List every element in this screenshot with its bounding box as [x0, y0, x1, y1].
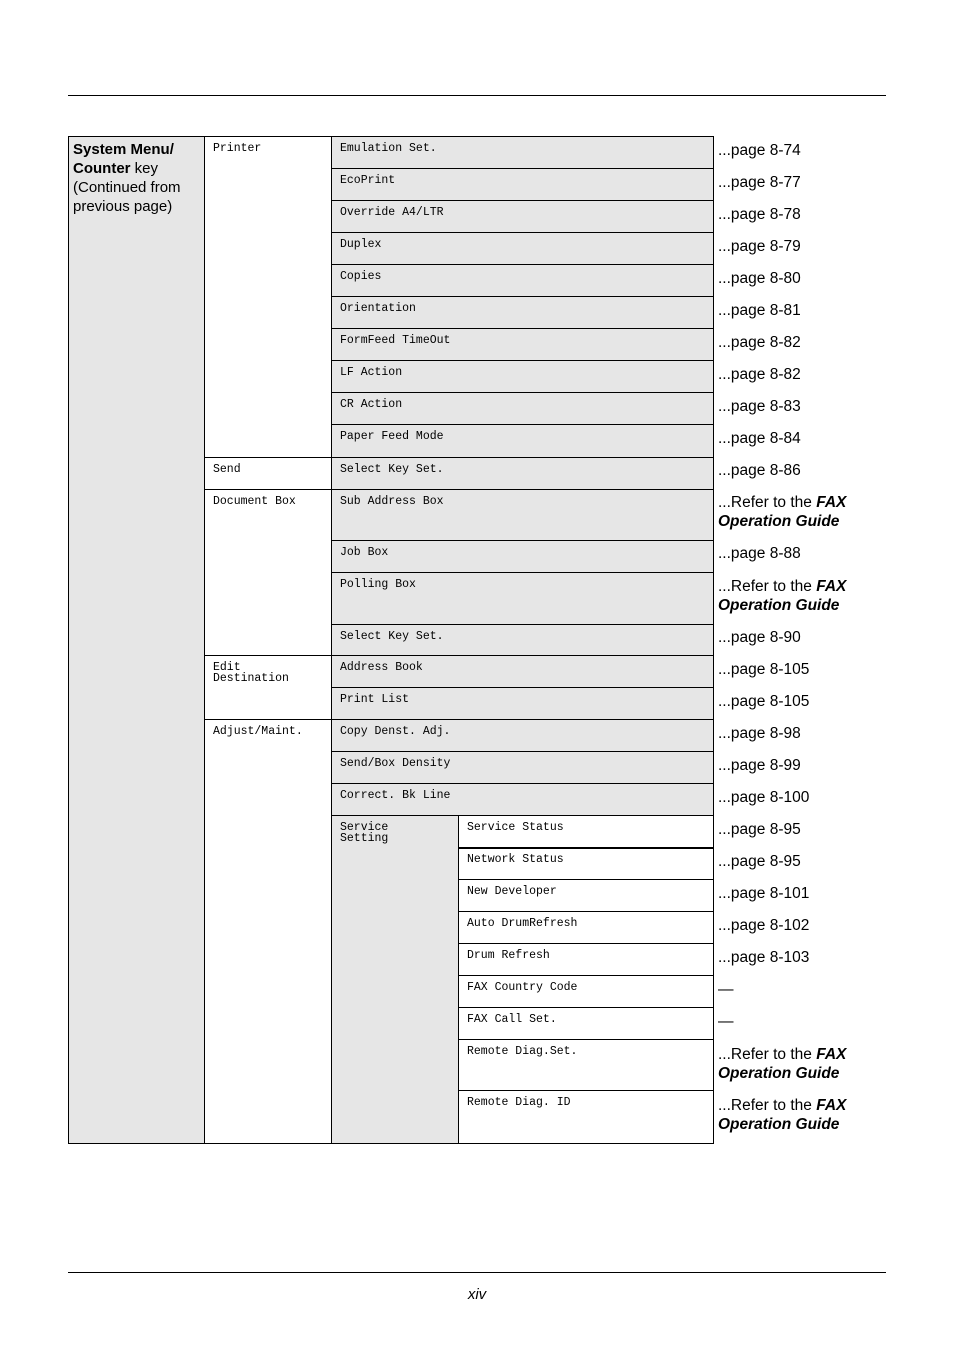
menu-key-line2-rest: key — [130, 160, 159, 177]
menu-item-ref-text: ...page 8-88 — [718, 545, 801, 562]
menu-item: CR Action — [331, 392, 714, 425]
menu-item: Print List — [331, 687, 714, 720]
service-item-ref-text: ...page 8-95 — [718, 821, 801, 838]
menu-key-line3: (Continued from — [73, 179, 181, 196]
service-item-ref-prefix: ...Refer to the — [718, 1046, 817, 1063]
service-item-ref-text: ...page 8-95 — [718, 853, 801, 870]
menu-item-ref-1 — [718, 173, 801, 192]
menu-item: Select Key Set. — [331, 457, 714, 490]
menu-item-ref-text: ...page 8-74 — [718, 142, 801, 159]
service-item: Remote Diag. ID — [458, 1090, 714, 1144]
menu-item: Copy Denst. Adj. — [331, 719, 714, 752]
menu-item: Emulation Set. — [331, 136, 714, 169]
service-item: Remote Diag.Set. — [458, 1039, 714, 1091]
menu-item-ref-17 — [718, 724, 801, 743]
menu-item-ref-text: ...page 8-86 — [718, 462, 801, 479]
menu-key-cell — [68, 136, 205, 1144]
menu-item-ref-6 — [718, 333, 801, 352]
menu-item: Duplex — [331, 232, 714, 265]
menu-item: Job Box — [331, 540, 714, 573]
service-item-ref-0 — [718, 820, 801, 839]
menu-item-ref-5 — [718, 301, 801, 320]
menu-item: Correct. Bk Line — [331, 783, 714, 816]
menu-item-ref-prefix: ...Refer to the — [718, 578, 817, 595]
menu-item-ref-13 — [718, 577, 846, 615]
service-item: FAX Call Set. — [458, 1007, 714, 1040]
menu-item-ref-text: ...page 8-80 — [718, 270, 801, 287]
menu-item-ref-19 — [718, 788, 809, 807]
service-item: Auto DrumRefresh — [458, 911, 714, 944]
menu-item-ref-text: ...page 8-98 — [718, 725, 801, 742]
menu-key-line4: previous page) — [73, 198, 173, 215]
service-item-ref-5 — [718, 980, 734, 999]
group-adjust-maint: Adjust/Maint. — [204, 719, 332, 1144]
service-item-ref-6 — [718, 1012, 734, 1031]
menu-key-line2-bold: Counter — [73, 160, 131, 177]
menu-item: Send/Box Density — [331, 751, 714, 784]
menu-item-ref-text: ...page 8-77 — [718, 174, 801, 191]
service-item-ref-text: ...page 8-103 — [718, 949, 810, 966]
menu-item: Sub Address Box — [331, 489, 714, 541]
menu-item: Copies — [331, 264, 714, 297]
service-item: Service Status — [458, 815, 714, 849]
menu-item-ref-15 — [718, 660, 809, 679]
service-item-ref-emphasis: FAX — [816, 1097, 847, 1114]
service-item: Drum Refresh — [458, 943, 714, 976]
service-item-ref-guide: Operation Guide — [718, 1116, 840, 1133]
group-send: Send — [204, 457, 332, 490]
service-item-ref-guide: Operation Guide — [718, 1065, 840, 1082]
service-item: Network Status — [458, 847, 714, 880]
service-setting-cell: Service Setting — [331, 815, 459, 1144]
menu-item-ref-8 — [718, 397, 801, 416]
menu-item-ref-prefix: ...Refer to the — [718, 494, 817, 511]
group-document-box: Document Box — [204, 489, 332, 656]
menu-item: Override A4/LTR — [331, 200, 714, 233]
menu-item: EcoPrint — [331, 168, 714, 201]
service-item-ref-text: — — [718, 981, 734, 998]
service-item-ref-8 — [718, 1096, 846, 1134]
menu-key-line1: System Menu/ — [73, 141, 174, 158]
menu-item-ref-text: ...page 8-99 — [718, 757, 801, 774]
group-edit-destination: Edit Destination — [204, 655, 332, 720]
menu-item-ref-text: ...page 8-84 — [718, 430, 801, 447]
menu-item-ref-text: ...page 8-105 — [718, 661, 810, 678]
menu-item: Select Key Set. — [331, 624, 714, 656]
service-item-ref-prefix: ...Refer to the — [718, 1097, 817, 1114]
service-item-ref-emphasis: FAX — [816, 1046, 847, 1063]
menu-item-ref-2 — [718, 205, 801, 224]
service-item-ref-text: — — [718, 1013, 734, 1030]
menu-item-ref-9 — [718, 429, 801, 448]
menu-item: LF Action — [331, 360, 714, 393]
menu-item-ref-16 — [718, 692, 809, 711]
menu-item-ref-text: ...page 8-83 — [718, 398, 801, 415]
menu-item-ref-guide: Operation Guide — [718, 513, 840, 530]
service-item-ref-3 — [718, 916, 809, 935]
menu-item-ref-text: ...page 8-82 — [718, 366, 801, 383]
menu-item: Paper Feed Mode — [331, 424, 714, 458]
menu-item-ref-10 — [718, 461, 801, 480]
menu-item: Orientation — [331, 296, 714, 329]
service-item-ref-2 — [718, 884, 809, 903]
menu-item-ref-7 — [718, 365, 801, 384]
menu-item-ref-11 — [718, 493, 846, 531]
menu-item-ref-emphasis: FAX — [816, 578, 847, 595]
menu-item-ref-3 — [718, 237, 801, 256]
header-rule — [68, 95, 886, 96]
menu-item-ref-text: ...page 8-78 — [718, 206, 801, 223]
service-item: FAX Country Code — [458, 975, 714, 1008]
menu-item: Address Book — [331, 655, 714, 688]
menu-item-ref-text: ...page 8-79 — [718, 238, 801, 255]
menu-item-ref-text: ...page 8-105 — [718, 693, 810, 710]
menu-item-ref-emphasis: FAX — [816, 494, 847, 511]
menu-item-ref-14 — [718, 628, 801, 647]
menu-item-ref-text: ...page 8-100 — [718, 789, 810, 806]
menu-item-ref-4 — [718, 269, 801, 288]
service-item-ref-4 — [718, 948, 809, 967]
service-item-ref-7 — [718, 1045, 846, 1083]
page-number: xiv — [467, 1286, 487, 1303]
group-printer: Printer — [204, 136, 332, 458]
menu-item-ref-18 — [718, 756, 801, 775]
footer-rule — [68, 1272, 886, 1273]
menu-item-ref-text: ...page 8-82 — [718, 334, 801, 351]
menu-item: FormFeed TimeOut — [331, 328, 714, 361]
service-item-ref-text: ...page 8-101 — [718, 885, 810, 902]
service-item-ref-1 — [718, 852, 801, 871]
menu-item-ref-0 — [718, 141, 801, 160]
menu-item: Polling Box — [331, 572, 714, 625]
menu-item-ref-12 — [718, 544, 801, 563]
service-item: New Developer — [458, 879, 714, 912]
menu-item-ref-text: ...page 8-90 — [718, 629, 801, 646]
service-item-ref-text: ...page 8-102 — [718, 917, 810, 934]
menu-item-ref-guide: Operation Guide — [718, 597, 840, 614]
menu-item-ref-text: ...page 8-81 — [718, 302, 801, 319]
